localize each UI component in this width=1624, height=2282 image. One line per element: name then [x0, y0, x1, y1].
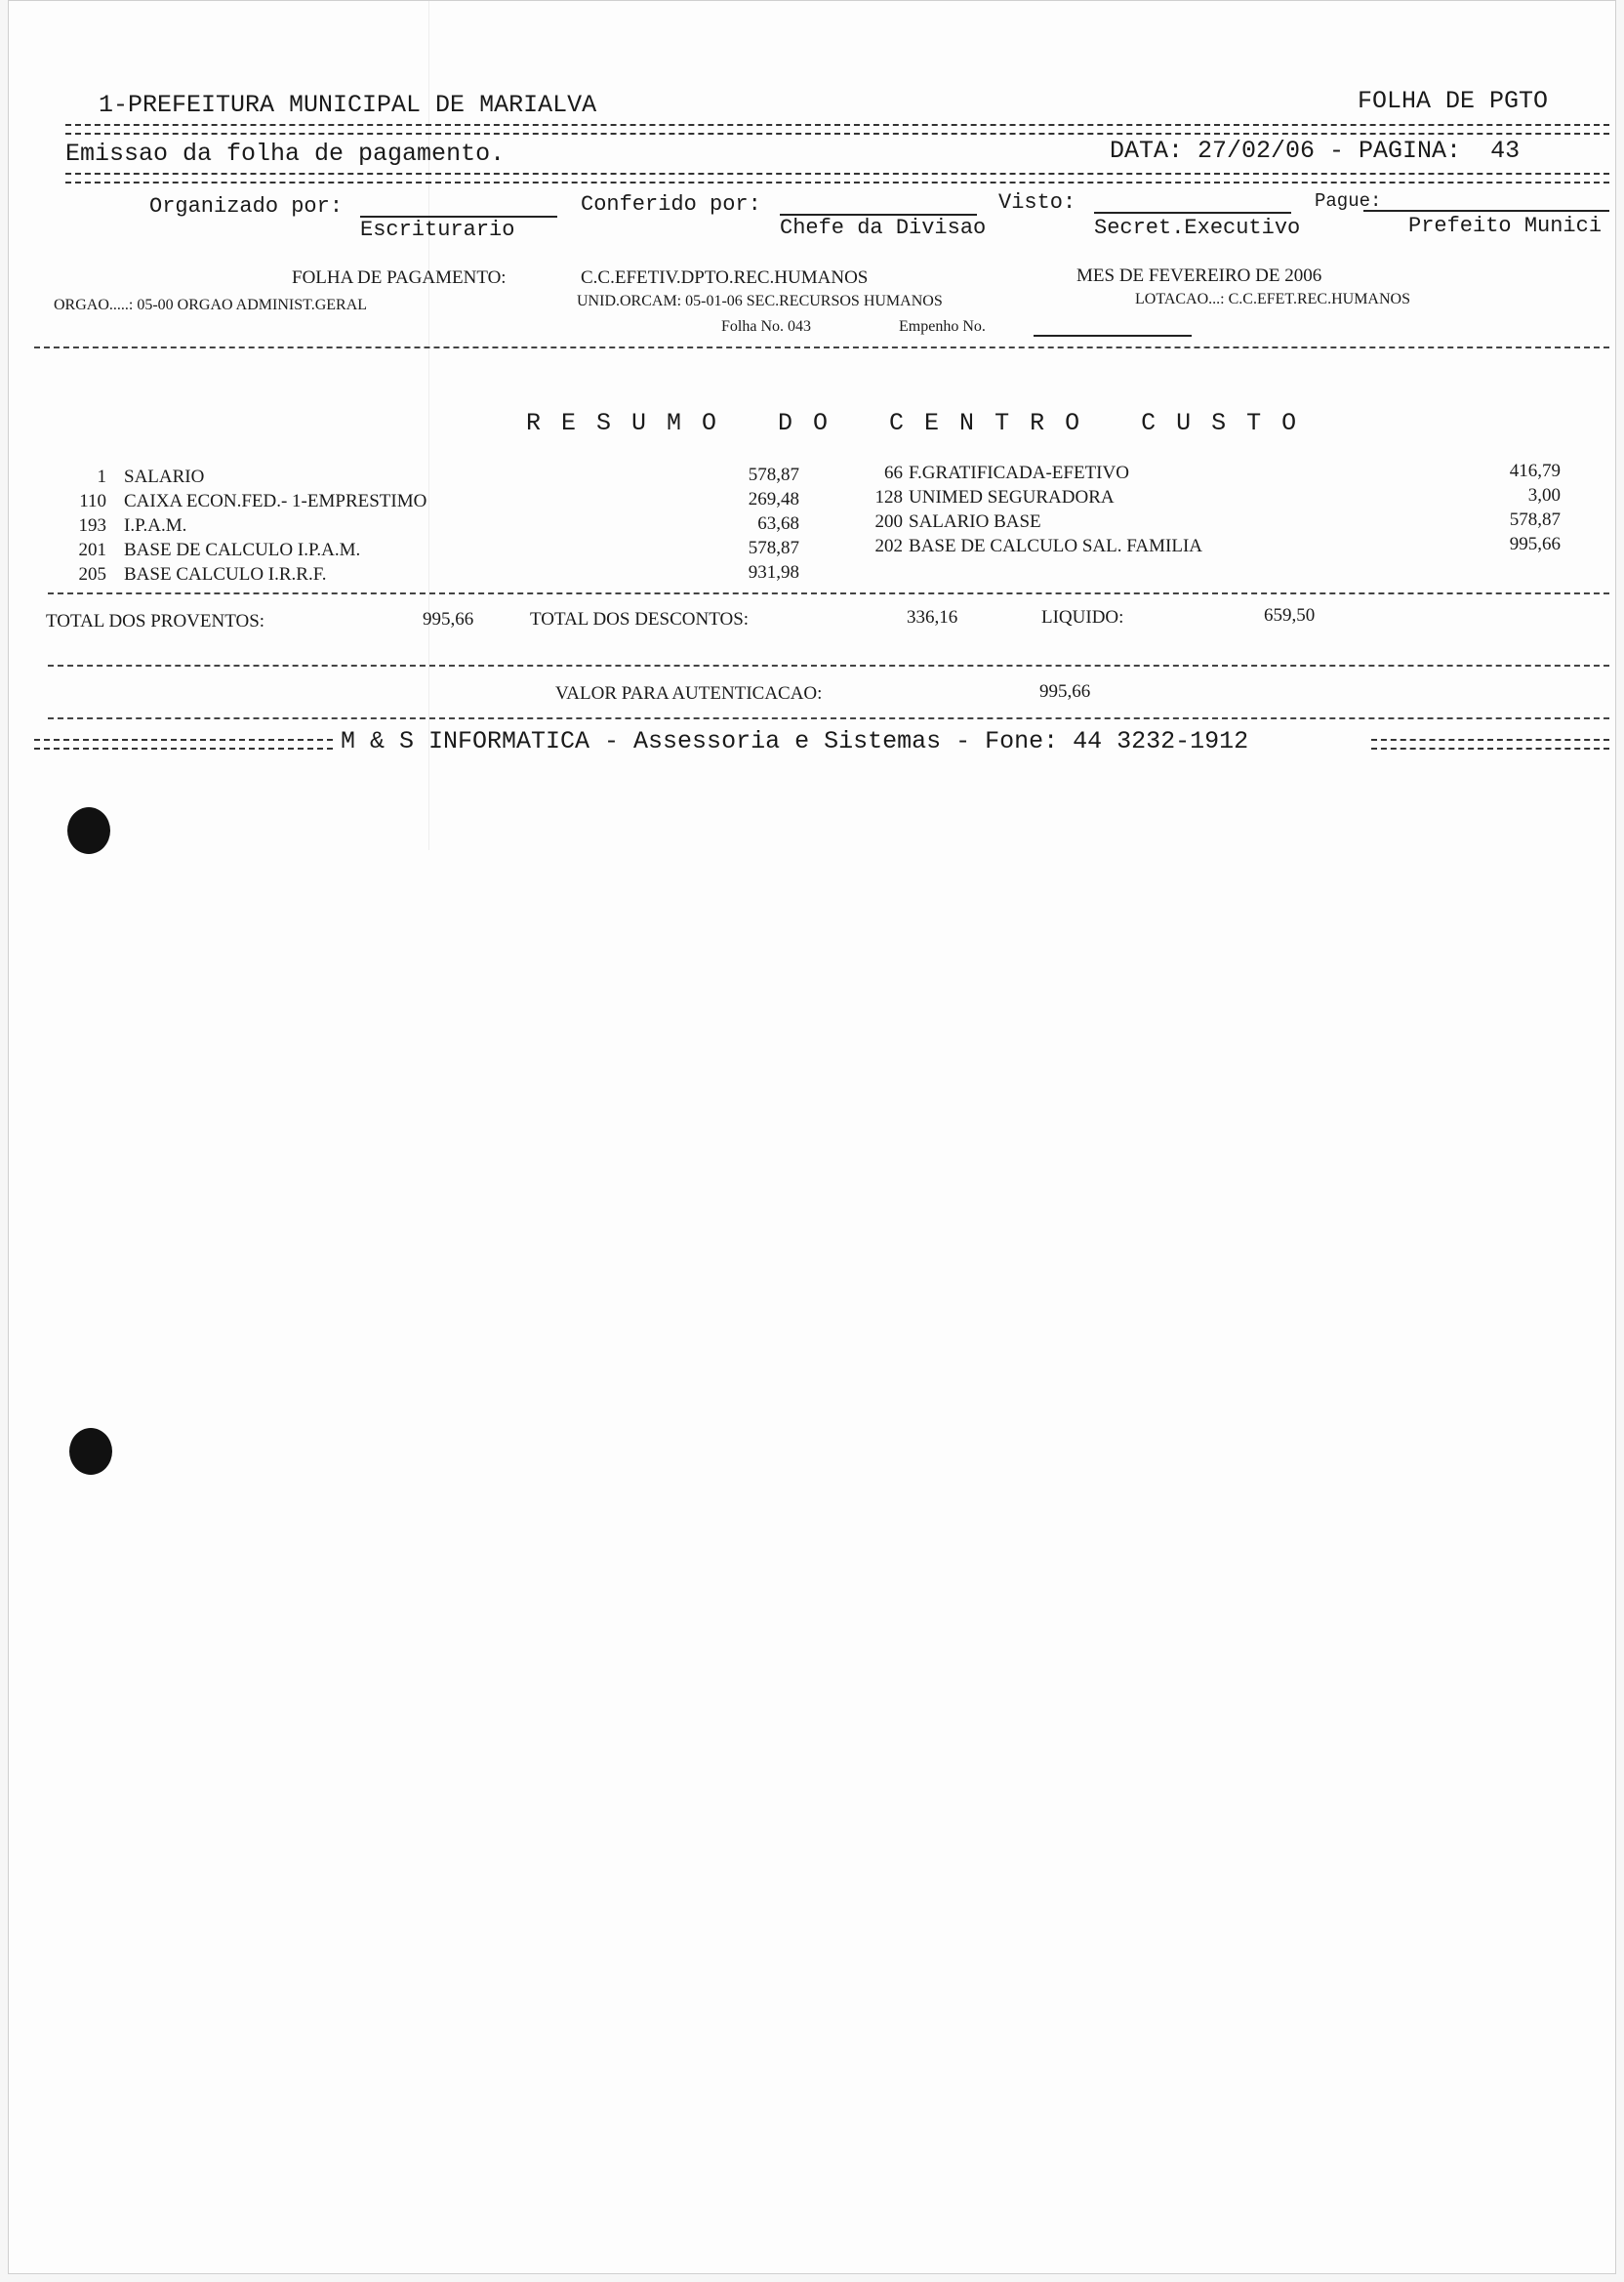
visto-role: Secret.Executivo — [1094, 216, 1301, 240]
conferido-role: Chefe da Divisao — [780, 216, 987, 240]
date-page: DATA: 27/02/06 - PAGINA: 43 — [1110, 137, 1521, 165]
month-label: MES DE FEVEREIRO DE 2006 — [1076, 265, 1322, 286]
item-code: 201 — [78, 540, 106, 560]
item-value: 578,87 — [748, 538, 799, 558]
item-desc: BASE DE CALCULO SAL. FAMILIA — [909, 536, 1203, 556]
pague-label: Pague: — [1315, 190, 1382, 212]
conferido-label: Conferido por: — [581, 192, 761, 217]
item-value: 416,79 — [1509, 461, 1561, 481]
folha-value: C.C.EFETIV.DPTO.REC.HUMANOS — [581, 267, 869, 288]
empenho-line — [1034, 335, 1192, 337]
empenho-label: Empenho No. — [899, 318, 986, 335]
item-code: 110 — [79, 491, 106, 511]
item-code: 200 — [874, 511, 903, 532]
item-value: 578,87 — [748, 465, 799, 485]
footer-company: M & S INFORMATICA - Assessoria e Sistemas - Fone: 44 3232-1912 — [341, 727, 1249, 755]
dashed-rule-2 — [48, 592, 1609, 594]
item-desc: I.P.A.M. — [124, 515, 187, 536]
resumo-title: R E S U M O D O C E N T R O C U S T O — [526, 409, 1297, 437]
folha-label: FOLHA DE PAGAMENTO: — [292, 267, 507, 288]
pague-signature-line — [1363, 210, 1609, 212]
double-rule-2 — [65, 173, 1609, 183]
organizado-role: Escriturario — [360, 218, 515, 242]
liquido-value: 659,50 — [1264, 605, 1316, 626]
payroll-page — [8, 0, 1616, 2274]
punch-hole-top — [67, 807, 110, 854]
item-desc: CAIXA ECON.FED.- 1-EMPRESTIMO — [124, 491, 427, 511]
item-desc: UNIMED SEGURADORA — [909, 487, 1115, 508]
item-value: 3,00 — [1527, 485, 1561, 506]
item-code: 202 — [874, 536, 903, 556]
total-descontos-value: 336,16 — [907, 607, 958, 628]
footer-rule-left — [34, 739, 333, 750]
item-desc: BASE CALCULO I.R.R.F. — [124, 564, 327, 585]
organizado-label: Organizado por: — [149, 194, 344, 219]
item-code: 205 — [78, 564, 106, 585]
dashed-rule-4 — [48, 717, 1609, 719]
pague-role: Prefeito Munici — [1408, 214, 1603, 238]
item-code: 66 — [884, 463, 903, 483]
total-proventos-label: TOTAL DOS PROVENTOS: — [46, 611, 265, 632]
org-name: 1-PREFEITURA MUNICIPAL DE MARIALVA — [99, 91, 597, 119]
item-value: 578,87 — [1509, 509, 1561, 530]
autenticacao-value: 995,66 — [1039, 681, 1091, 702]
double-rule-top — [65, 124, 1609, 135]
folha-number: Folha No. 043 — [721, 318, 811, 335]
autenticacao-label: VALOR PARA AUTENTICACAO: — [555, 683, 823, 704]
liquido-label: LIQUIDO: — [1041, 607, 1124, 628]
unid-orcam-info: UNID.ORCAM: 05-01-06 SEC.RECURSOS HUMANOS — [577, 293, 943, 309]
item-value: 995,66 — [1509, 534, 1561, 554]
dashed-rule-1 — [34, 346, 1609, 348]
item-value: 931,98 — [748, 562, 799, 583]
item-code: 193 — [78, 515, 106, 536]
item-code: 1 — [97, 467, 106, 487]
dashed-rule-3 — [48, 665, 1609, 667]
item-desc: SALARIO — [124, 467, 205, 487]
lotacao-info: LOTACAO...: C.C.EFET.REC.HUMANOS — [1135, 291, 1410, 307]
visto-signature-line — [1094, 212, 1291, 214]
item-desc: BASE DE CALCULO I.P.A.M. — [124, 540, 361, 560]
item-desc: SALARIO BASE — [909, 511, 1041, 532]
total-descontos-label: TOTAL DOS DESCONTOS: — [530, 609, 750, 630]
footer-rule-right — [1371, 739, 1609, 750]
punch-hole-bottom — [69, 1428, 112, 1475]
item-code: 128 — [874, 487, 903, 508]
doc-type: FOLHA DE PGTO — [1358, 87, 1549, 115]
page-subtitle: Emissao da folha de pagamento. — [65, 140, 506, 168]
item-value: 63,68 — [757, 513, 799, 534]
visto-label: Visto: — [998, 190, 1076, 215]
item-value: 269,48 — [748, 489, 799, 509]
orgao-info: ORGAO.....: 05-00 ORGAO ADMINIST.GERAL — [54, 297, 368, 313]
total-proventos-value: 995,66 — [423, 609, 474, 630]
item-desc: F.GRATIFICADA-EFETIVO — [909, 463, 1129, 483]
